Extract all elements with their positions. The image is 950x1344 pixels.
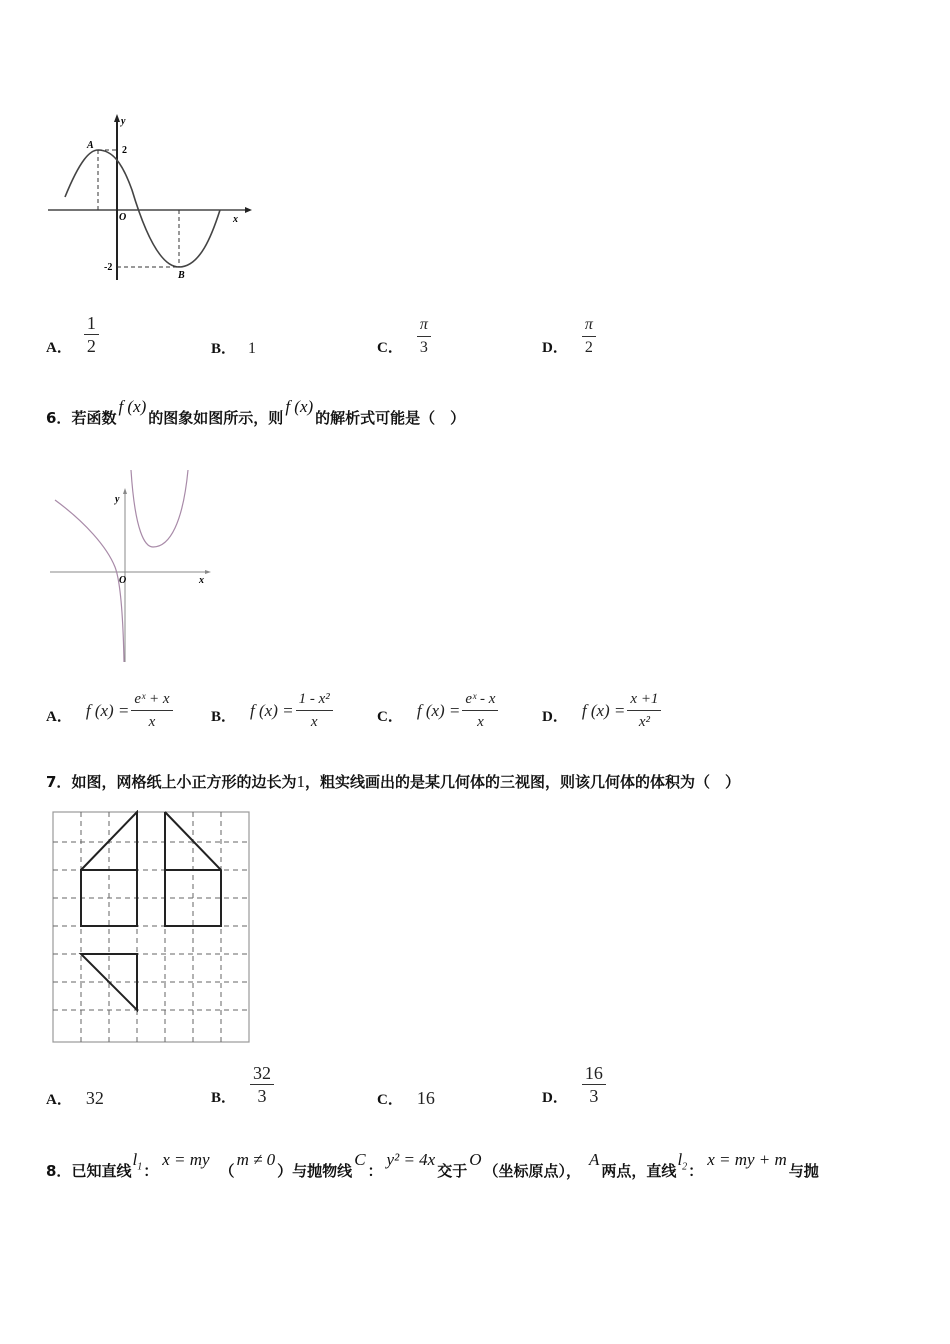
equation-x-my-m: x = my + m	[707, 1150, 787, 1169]
fraction	[627, 690, 661, 731]
y-axis-arrow	[123, 488, 127, 494]
colon: ：	[367, 1162, 383, 1180]
option-letter: C．	[377, 340, 403, 356]
q5-option-a[interactable]	[46, 312, 99, 357]
denominator: x²	[638, 714, 650, 730]
denominator: x	[477, 714, 484, 730]
origin-label: O	[119, 575, 127, 586]
stem-text-3: 的解析式可能是（ ）	[315, 409, 466, 427]
option-letter: C．	[377, 709, 403, 725]
parabola-c: C	[354, 1150, 366, 1169]
sine-graph-figure	[40, 110, 255, 290]
q7-option-b[interactable]	[211, 1062, 274, 1107]
paren-open: （	[219, 1162, 235, 1180]
option-lhs: f (x) =	[85, 700, 130, 720]
option-letter: B．	[211, 340, 237, 357]
y-axis-label: y	[115, 494, 120, 505]
stem-text-1: 已知直线	[71, 1162, 132, 1180]
numerator: π	[417, 316, 431, 337]
x-axis-label: x	[199, 575, 204, 586]
denominator: 3	[257, 1086, 267, 1106]
q5-option-c[interactable]	[377, 316, 431, 357]
q6-option-d[interactable]	[542, 690, 661, 731]
fraction	[131, 690, 172, 731]
three-view-grid-figure	[50, 810, 254, 1046]
numerator: 1 - x²	[296, 690, 333, 711]
q6-option-a[interactable]	[46, 690, 173, 731]
side-view	[165, 812, 221, 926]
option-value: 16	[416, 1088, 435, 1108]
option-letter: B．	[211, 709, 237, 725]
option-letter: D．	[542, 1090, 568, 1106]
question-number: 6．	[46, 409, 72, 427]
option-letter: B．	[211, 1090, 237, 1106]
stem-text-6: 与抛	[788, 1162, 819, 1180]
right-branch-curve	[131, 470, 188, 547]
q7-stem	[46, 771, 740, 792]
q7-option-c[interactable]	[377, 1088, 435, 1109]
point-a: A	[589, 1150, 600, 1169]
y-axis-arrow	[114, 114, 120, 122]
line-l2-letter: l	[677, 1150, 683, 1169]
denominator: x	[310, 714, 318, 730]
line-l2-subscript: 2	[682, 1161, 688, 1173]
colon: ：	[143, 1162, 159, 1180]
stem-text-1: 如图，网格纸上小正方形的边长为	[71, 773, 297, 791]
denominator: 2	[584, 339, 593, 356]
line-l1	[132, 1150, 142, 1172]
condition-m-nonzero: m ≠ 0	[236, 1150, 276, 1169]
denominator: 3	[419, 339, 428, 356]
y-axis-label: y	[121, 116, 126, 127]
fraction	[417, 316, 431, 357]
option-letter: D．	[542, 709, 568, 725]
stem-text-3: 交于	[437, 1162, 468, 1180]
equation-x-my: x = my	[162, 1150, 210, 1169]
fraction	[582, 316, 596, 357]
origin-label: O	[119, 212, 127, 223]
function-fx: f (x)	[118, 397, 147, 416]
point-a-label: A	[87, 140, 94, 151]
rational-graph-figure	[45, 462, 215, 667]
denominator: x	[148, 714, 156, 730]
fraction	[250, 1064, 274, 1105]
stem-text-2: 的图象如图所示，则	[148, 409, 284, 427]
q6-option-b[interactable]	[211, 690, 333, 731]
unit-length: 1	[296, 772, 305, 791]
line-l2	[677, 1150, 687, 1172]
option-letter: C．	[377, 1092, 403, 1108]
option-lhs: f (x) =	[250, 700, 294, 720]
question-number: 7．	[46, 773, 72, 791]
point-b-label: B	[178, 270, 185, 281]
function-fx: f (x)	[285, 397, 314, 416]
colon: ：	[688, 1162, 704, 1180]
left-branch-curve	[55, 500, 127, 662]
stem-text-4: （坐标原点），	[483, 1162, 582, 1180]
x-axis-arrow	[205, 570, 211, 574]
denominator: 3	[589, 1086, 599, 1106]
numerator: 16	[582, 1064, 606, 1085]
q7-option-a[interactable]	[46, 1088, 104, 1109]
q8-stem	[46, 1150, 819, 1181]
tick-neg-two-label: -2	[104, 262, 113, 273]
front-view	[81, 812, 137, 926]
numerator: 1	[84, 314, 99, 335]
sine-curve	[65, 150, 220, 267]
fraction	[84, 314, 99, 355]
q5-option-d[interactable]	[542, 316, 596, 357]
origin-o: O	[469, 1150, 482, 1169]
option-letter: D．	[542, 340, 568, 356]
stem-text-2: ，粗实线画出的是某几何体的三视图，则该几何体的体积为（ ）	[304, 773, 740, 791]
fraction	[582, 1064, 606, 1105]
option-letter: A．	[46, 709, 72, 725]
line-l1-subscript: 1	[137, 1161, 143, 1173]
line-l1-letter: l	[132, 1150, 138, 1169]
numerator: eˣ + x	[131, 690, 172, 711]
tick-two-label: 2	[122, 145, 127, 156]
question-number: 8．	[46, 1162, 72, 1180]
denominator: 2	[86, 336, 96, 356]
fraction	[462, 690, 498, 731]
option-value: 1	[248, 340, 257, 357]
fraction	[296, 690, 333, 731]
option-letter: A．	[46, 1092, 72, 1108]
q6-option-c[interactable]	[377, 690, 498, 731]
numerator: eˣ - x	[462, 690, 498, 711]
x-axis-label: x	[233, 214, 238, 225]
numerator: 32	[250, 1064, 274, 1085]
q7-option-d[interactable]	[542, 1062, 606, 1107]
q5-option-b[interactable]	[211, 336, 256, 358]
numerator: π	[582, 316, 596, 337]
option-letter: A．	[46, 340, 72, 356]
stem-text-5: 两点，直线	[601, 1162, 677, 1180]
q6-stem	[46, 397, 465, 428]
stem-text-1: 若函数	[71, 409, 117, 427]
option-lhs: f (x) =	[581, 700, 626, 720]
option-value: 32	[85, 1088, 104, 1108]
stem-text-2: ）与抛物线	[277, 1162, 353, 1180]
option-lhs: f (x) =	[416, 700, 461, 720]
numerator: x +1	[627, 690, 661, 711]
x-axis-arrow	[245, 207, 252, 213]
equation-parabola: y² = 4x	[386, 1150, 436, 1169]
